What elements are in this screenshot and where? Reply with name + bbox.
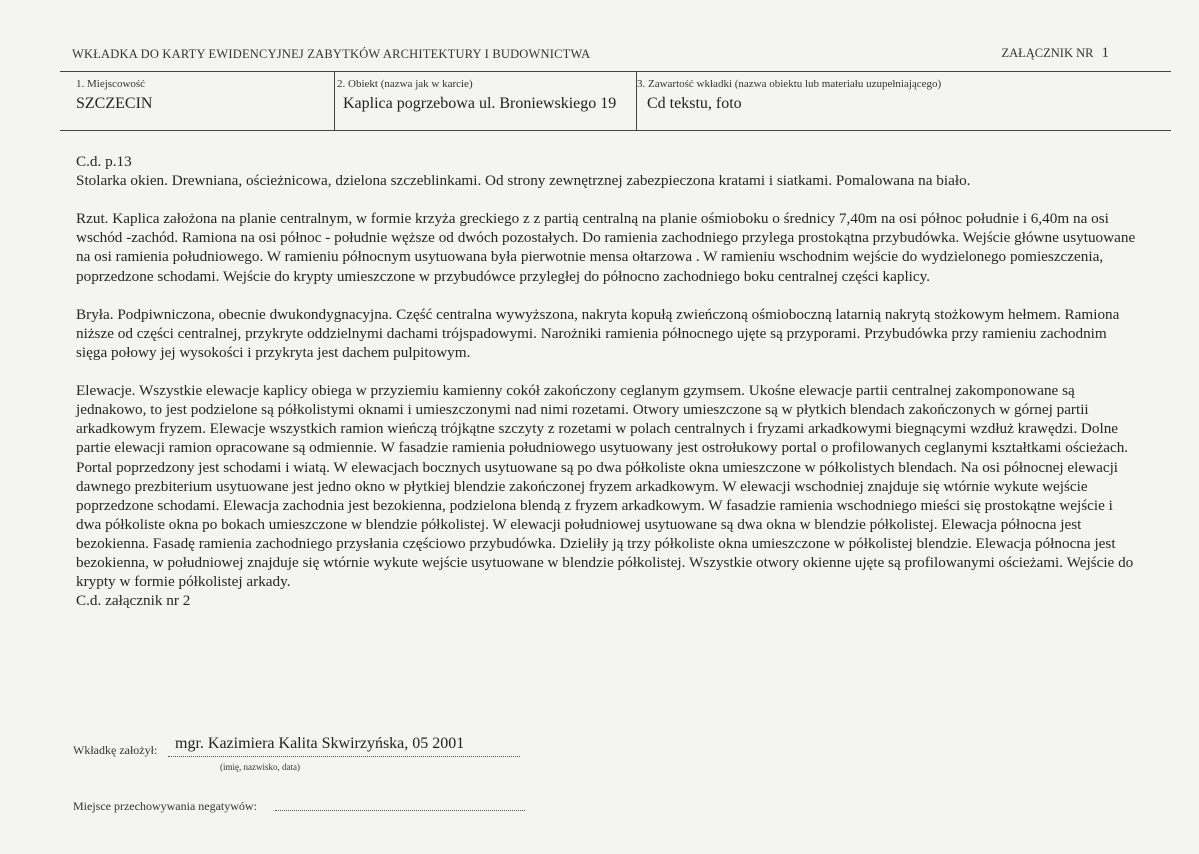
form-title: WKŁADKA DO KARTY EWIDENCYJNEJ ZABYTKÓW ARCHITEKTURY I BUDOWNICTWA (72, 47, 591, 61)
content-label: 3. Zawartość wkładki (nazwa obiektu lub materiału uzupełniającego) (637, 78, 942, 90)
object-value: Kaplica pogrzebowa ul. Broniewskiego 19 (343, 95, 617, 112)
negatives-dotted-line (275, 810, 525, 811)
author-note: (imię, nazwisko, data) (220, 762, 300, 772)
author-label: Wkładkę założył: (73, 743, 158, 757)
content-value: Cd tekstu, foto (647, 95, 742, 112)
paragraph-plan: Rzut. Kaplica założona na planie centralnym, w formie krzyża greckiego z z partią centralną na planie ośmioboku o średnicy 7,40m na osi północ południe i 6,40m na osi wschód -zachód. Ramiona na osi północ - południe węższe od dwóch pozostałych. Do ramienia zachodniego przylega prostokątna przybudówka. Wejście główne usytuowane na osi ramienia południowego. W ramieniu północnym usytuowana była pierwotnie mensa ołtarzowa . W ramieniu wschodnim wejście do wydzielonego pomieszczenia, poprzedzone schodami. Wejście do krypty umieszczone w przybudówce przyległej do północno zachodniego boku centralnej części kaplicy. (76, 210, 1136, 285)
location-label: 1. Miejscowość (76, 78, 146, 90)
column-divider-1 (334, 72, 335, 130)
object-label: 2. Obiekt (nazwa jak w karcie) (337, 78, 473, 90)
negatives-label: Miejsce przechowywania negatywów: (73, 799, 257, 813)
description-text (76, 152, 1136, 610)
author-dotted-line (168, 756, 520, 757)
author-value: mgr. Kazimiera Kalita Skwirzyńska, 05 2001 (175, 735, 465, 752)
location-value: SZCZECIN (76, 95, 153, 112)
paragraph-carpentry: C.d. p.13 Stolarka okien. Drewniana, ościeżnicowa, dzielona szczeblinkami. Od strony zewnętrznej zabezpieczona kratami i siatkami. Pomalowana na biało. (76, 153, 971, 190)
paragraph-elevations: Elewacje. Wszystkie elewacje kaplicy obiega w przyziemiu kamienny cokół zakończony ceglanym gzymsem. Ukośne elewacje partii centralnej zakomponowane są jednakowo, to jest podzielone są półkolistymi oknami i umieszczonymi nad nimi rozetami. Otwory umieszczone są w płytkich blendach zakończonych w górnej partii arkadkowym fryzem. Elewacje wszystkich ramion wieńczą trójkątne szczyty z rozetami w polach centralnych i fryzami arkadkowymi biegnącymi wzdłuż krawędzi. Dolne partie elewacji ramion opracowane są odmiennie. W fasadzie ramienia południowego usytuowany jest ostrołukowy portal o profilowanych ceglanymi kształtkami ościeżach. Portal poprzedzony jest schodami i wiatą. W elewacjach bocznych usytuowane są po dwa półkoliste okna umieszczone w półkolistych blendach. Na osi północnej elewacji dawnego prezbiterium usytuowane jest jedno okno w płytkiej blendzie zakończonej fryzem arkadkowym. W elewacji wschodniej znajduje się wtórnie wykute wejście poprzedzone schodami. Elewacja zachodnia jest bezokienna, podzielona blendą z fryzem arkadkowym. W fasadzie ramienia wschodniego mieści się prostokątne wejście i dwa półkoliste okna po bokach umieszczone w blendzie półkolistej. W elewacji południowej usytuowane są dwa okna w blendzie półkolistej. Elewacja północna jest bezokienna. Fasadę ramienia zachodniego przysłania częściowo przybudówka. Dzieliły ją trzy półkoliste okna umieszczone w półkolistej blendzie. Elewacja północna jest bezokienna, w południowej znajduje się wtórnie wykute wejście usytuowane w blendzie półkolistej. Wszystkie otwory okienne ujęte są profilowanymi ościeżami. Wejście do krypty w formie półkolistej arkady. (76, 382, 1134, 591)
annex-label: ZAŁĄCZNIK NR (1001, 46, 1094, 60)
annex-value: 1 (1101, 45, 1109, 61)
header-rule-top (60, 71, 1171, 72)
paragraph-massing: Bryła. Podpiwniczona, obecnie dwukondygnacyjna. Część centralna wywyższona, nakryta kopułą zwieńczoną ośmioboczną latarnią nakrytą stożkowym hełmem. Ramiona niższe od części centralnej, przykryte oddzielnymi dachami trójspadowymi. Narożniki ramienia północnego ujęte są przyporami. Przybudówka przy ramieniu zachodnim sięga połowy jej wysokości i przykryta jest dachem pulpitowym. (76, 305, 1120, 361)
paragraph-continuation: C.d. załącznik nr 2 (76, 592, 191, 610)
header-rule-bottom (60, 130, 1171, 131)
annex-number (1001, 45, 1109, 62)
